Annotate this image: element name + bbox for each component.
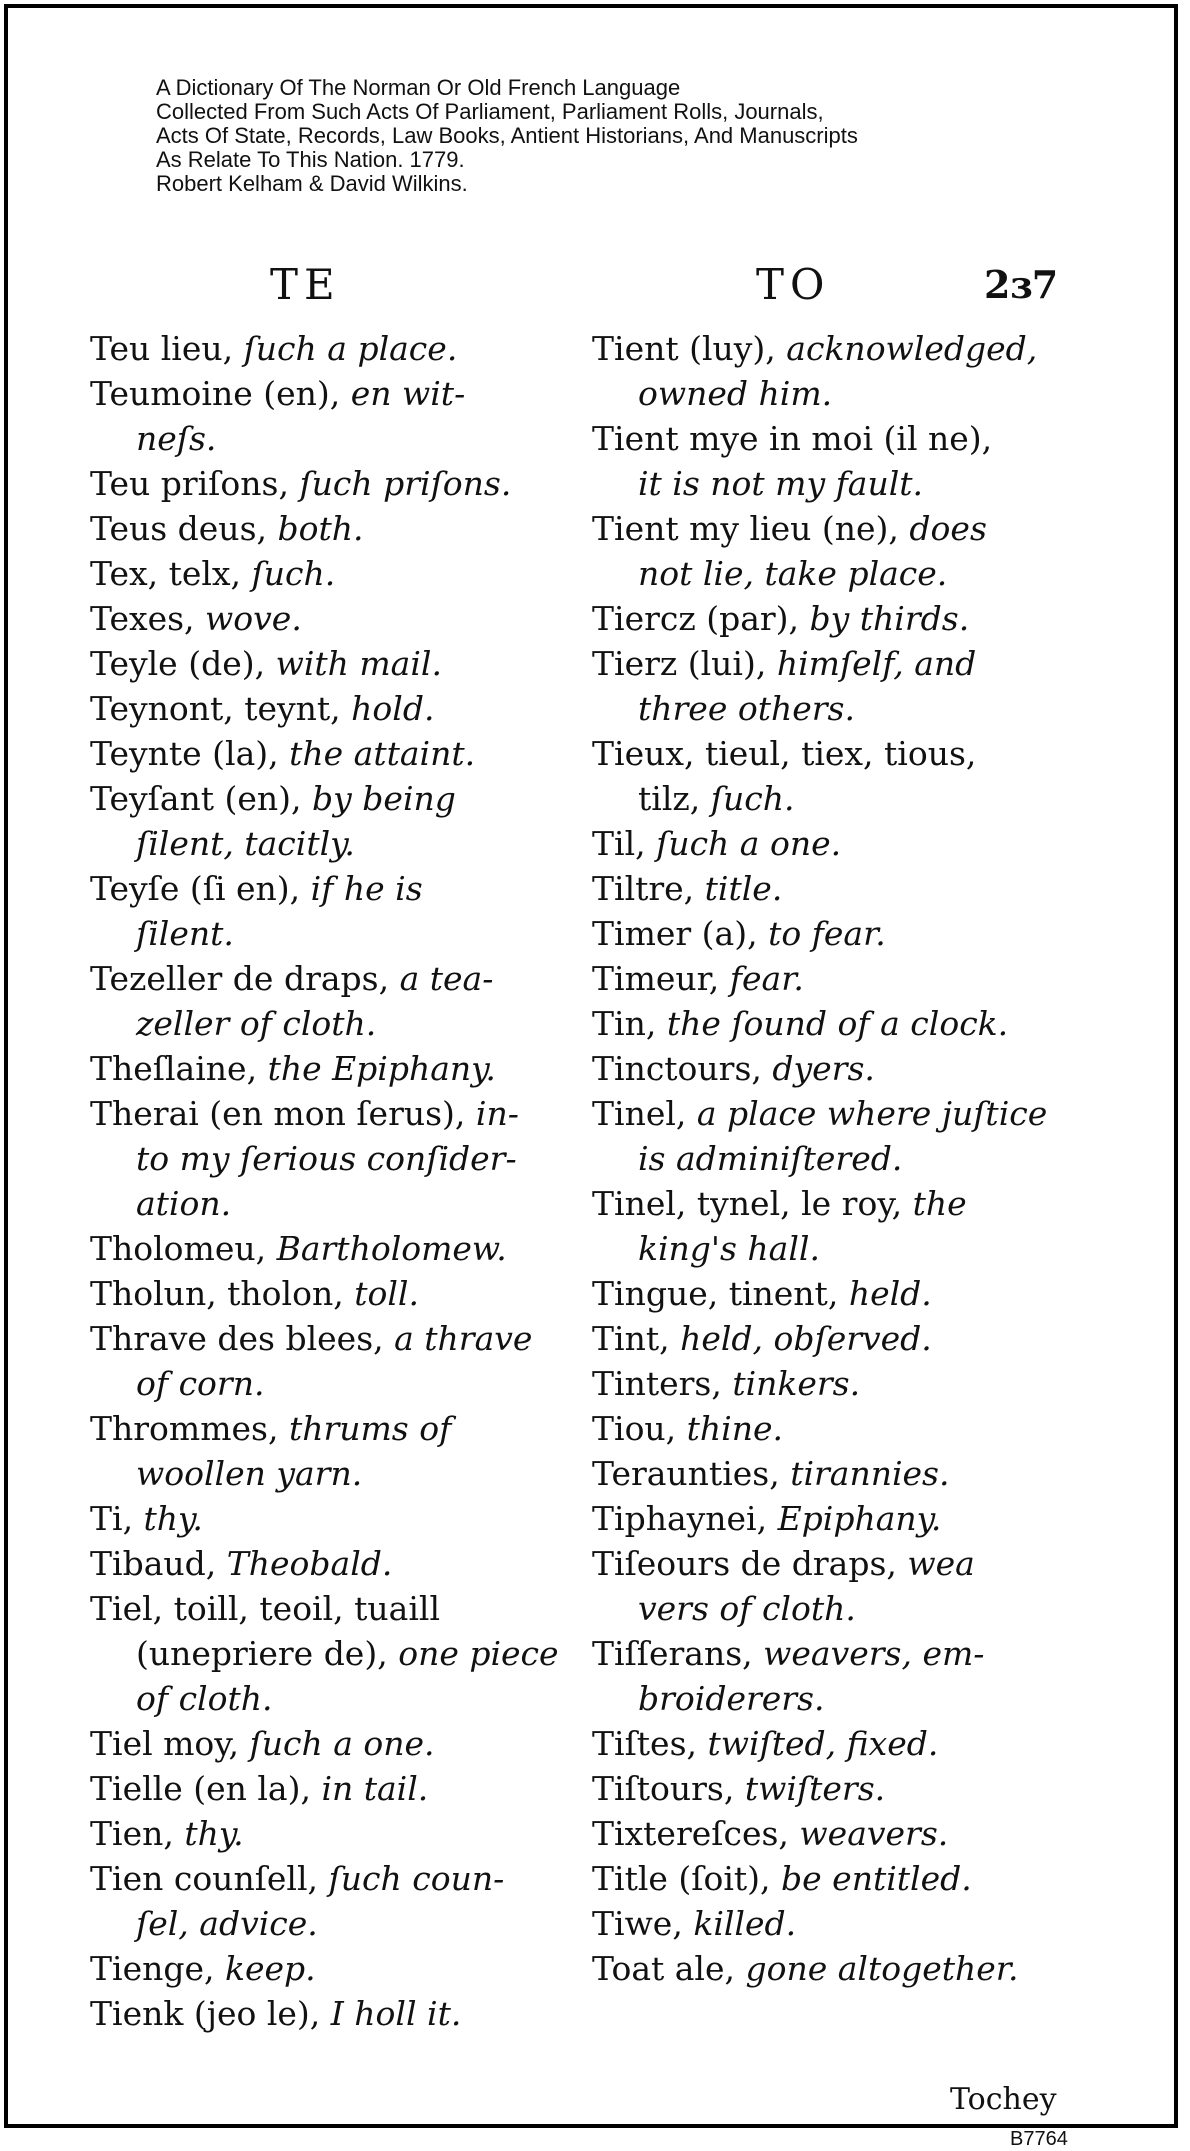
- definition-text: ation.: [136, 1184, 232, 1223]
- headword-text: Tiel moy,: [90, 1724, 250, 1763]
- headword-text: Teyſe (ſi en),: [90, 869, 311, 908]
- headword-text: Tholun, tholon,: [90, 1274, 355, 1313]
- left-column: [90, 326, 580, 2036]
- header-line: Acts Of State, Records, Law Books, Antient Historians, And Manuscripts: [156, 123, 858, 148]
- headword-text: Tezeller de draps,: [90, 959, 400, 998]
- dictionary-line: [592, 1721, 1082, 1766]
- definition-text: be entitled.: [781, 1859, 972, 1898]
- headword-text: Title (ſoit),: [592, 1859, 782, 1898]
- dictionary-line: [90, 956, 580, 1001]
- definition-text: to fear.: [768, 914, 886, 953]
- dictionary-line: [592, 506, 1082, 551]
- dictionary-line: [592, 1001, 1082, 1046]
- dictionary-line: [90, 731, 580, 776]
- dictionary-line: [90, 371, 580, 416]
- definition-text: weavers.: [799, 1814, 949, 1853]
- dictionary-line: [90, 1811, 580, 1856]
- dictionary-line: [592, 1091, 1082, 1136]
- definition-text: one piece: [398, 1634, 559, 1673]
- dictionary-line: [592, 371, 1082, 416]
- definition-text: three others.: [638, 689, 855, 728]
- definition-text: held, obſerved.: [680, 1319, 932, 1358]
- dictionary-line: [592, 1361, 1082, 1406]
- definition-text: wove.: [205, 599, 302, 638]
- dictionary-line: [592, 461, 1082, 506]
- definition-text: en wit-: [350, 374, 466, 413]
- dictionary-line: [592, 686, 1082, 731]
- headword-text: Tierz (lui),: [592, 644, 777, 683]
- headword-text: Tient mye in moi (il ne),: [592, 419, 993, 458]
- dictionary-line: [90, 506, 580, 551]
- headword-text: Tex, telx,: [90, 554, 252, 593]
- headword-text: Teus deus,: [90, 509, 278, 548]
- definition-text: neſs.: [136, 419, 217, 458]
- definition-text: in-: [475, 1094, 519, 1133]
- headword-text: Tinel, tynel, le roy,: [592, 1184, 913, 1223]
- definition-text: ſilent, tacitly.: [136, 824, 355, 863]
- definition-text: toll.: [354, 1274, 419, 1313]
- definition-text: ſuch a one.: [656, 824, 842, 863]
- dictionary-line: [592, 866, 1082, 911]
- dictionary-line: [90, 1226, 580, 1271]
- definition-text: ſel, advice.: [136, 1904, 318, 1943]
- definition-text: zeller of cloth.: [136, 1004, 377, 1043]
- definition-text: held.: [848, 1274, 932, 1313]
- dictionary-line: [592, 1541, 1082, 1586]
- catchword: Tochey: [950, 2082, 1057, 2117]
- definition-text: ſuch.: [251, 554, 336, 593]
- definition-text: it is not my fault.: [638, 464, 924, 503]
- definition-text: Theobald.: [226, 1544, 393, 1583]
- definition-text: twiſters.: [744, 1769, 886, 1808]
- dictionary-line: [90, 1541, 580, 1586]
- dictionary-line: [592, 956, 1082, 1001]
- headword-text: Tienge,: [90, 1949, 225, 1988]
- dictionary-line: [592, 1451, 1082, 1496]
- dictionary-line: [90, 416, 580, 461]
- header-line: Collected From Such Acts Of Parliament, Parliament Rolls, Journals,: [156, 99, 824, 124]
- headword-text: Tiltre,: [592, 869, 705, 908]
- headword-text: Tiſſerans,: [592, 1634, 764, 1673]
- headword-text: tilz,: [638, 779, 711, 818]
- page-number: 2ɜ7: [984, 262, 1059, 307]
- dictionary-line: [90, 1856, 580, 1901]
- definition-text: Bartholomew.: [276, 1229, 507, 1268]
- definition-text: broiderers.: [638, 1679, 825, 1718]
- dictionary-line: [90, 1361, 580, 1406]
- definition-text: ſuch coun-: [328, 1859, 505, 1898]
- header-title: A Dictionary Of The Norman Or Old French Language: [156, 75, 681, 100]
- headword-text: Tixtereſces,: [592, 1814, 800, 1853]
- dictionary-line: [90, 461, 580, 506]
- headword-text: Tiſtes,: [592, 1724, 708, 1763]
- headword-text: Tiou,: [592, 1409, 687, 1448]
- definition-text: the attaint.: [289, 734, 476, 773]
- definition-text: thine.: [686, 1409, 784, 1448]
- dictionary-line: [90, 1496, 580, 1541]
- definition-text: I holl it.: [330, 1994, 462, 2033]
- definition-text: vers of cloth.: [638, 1589, 856, 1628]
- definition-text: hold.: [351, 689, 435, 728]
- definition-text: gone altogether.: [745, 1949, 1019, 1988]
- headword-text: Tholomeu,: [90, 1229, 277, 1268]
- definition-text: in tail.: [321, 1769, 429, 1808]
- dictionary-line: [592, 416, 1082, 461]
- dictionary-line: [90, 821, 580, 866]
- dictionary-line: [90, 866, 580, 911]
- page-frame: [4, 4, 1178, 2150]
- headword-text: Tibaud,: [90, 1544, 227, 1583]
- definition-text: king's hall.: [638, 1229, 820, 1268]
- dictionary-line: [592, 1496, 1082, 1541]
- dictionary-line: [90, 1316, 580, 1361]
- dictionary-line: [90, 686, 580, 731]
- definition-text: wea: [907, 1544, 975, 1583]
- dictionary-line: [592, 1181, 1082, 1226]
- dictionary-line: [592, 1676, 1082, 1721]
- headword-text: Teynont, teynt,: [90, 689, 352, 728]
- dictionary-line: [592, 1946, 1082, 1991]
- headword-text: Teu priſons,: [90, 464, 300, 503]
- headword-text: Ti,: [90, 1499, 144, 1538]
- dictionary-line: [90, 1946, 580, 1991]
- headword-text: Tiwe,: [592, 1904, 694, 1943]
- headword-text: Tieux, tieul, tiex, tious,: [592, 734, 977, 773]
- definition-text: a tea-: [399, 959, 494, 998]
- definition-text: ſuch a place.: [243, 329, 458, 368]
- headword-text: Tiſeours de draps,: [592, 1544, 908, 1583]
- headword-text: Tinctours,: [592, 1049, 773, 1088]
- dictionary-line: [592, 1811, 1082, 1856]
- definition-text: the: [912, 1184, 967, 1223]
- dictionary-line: [90, 1901, 580, 1946]
- headword-text: Tien,: [90, 1814, 185, 1853]
- definition-text: thy.: [184, 1814, 244, 1853]
- dictionary-line: [592, 776, 1082, 821]
- dictionary-line: [90, 641, 580, 686]
- image-code: B7764: [1010, 2128, 1068, 2150]
- headword-text: Tinters,: [592, 1364, 733, 1403]
- dictionary-line: [592, 1271, 1082, 1316]
- headword-text: Teynte (la),: [90, 734, 290, 773]
- definition-text: keep.: [224, 1949, 316, 1988]
- dictionary-line: [592, 1901, 1082, 1946]
- dictionary-line: [592, 326, 1082, 371]
- headword-text: Teu lieu,: [90, 329, 244, 368]
- headword-text: Thrommes,: [90, 1409, 289, 1448]
- definition-text: if he is: [310, 869, 423, 908]
- dictionary-line: [90, 326, 580, 371]
- running-head-left: TE: [270, 260, 341, 309]
- dictionary-line: [90, 1586, 580, 1631]
- header-authors: Robert Kelham & David Wilkins.: [156, 171, 468, 196]
- headword-text: Tiphaynei,: [592, 1499, 778, 1538]
- definition-text: does: [909, 509, 987, 548]
- headword-text: Timer (a),: [592, 914, 769, 953]
- headword-text: Tient my lieu (ne),: [592, 509, 910, 548]
- dictionary-line: [592, 1766, 1082, 1811]
- dictionary-line: [592, 1856, 1082, 1901]
- headword-text: Tint,: [592, 1319, 681, 1358]
- definition-text: ſuch.: [710, 779, 795, 818]
- headword-text: Til,: [592, 824, 657, 863]
- headword-text: Timeur,: [592, 959, 730, 998]
- dictionary-line: [90, 1271, 580, 1316]
- dictionary-line: [90, 1136, 580, 1181]
- definition-text: a thrave: [394, 1319, 533, 1358]
- dictionary-line: [90, 911, 580, 956]
- definition-text: of corn.: [136, 1364, 265, 1403]
- dictionary-line: [90, 1721, 580, 1766]
- dictionary-line: [592, 1046, 1082, 1091]
- definition-text: Epiphany.: [777, 1499, 942, 1538]
- headword-text: Tielle (en la),: [90, 1769, 322, 1808]
- headword-text: Theſlaine,: [90, 1049, 268, 1088]
- definition-text: ſuch priſons.: [299, 464, 512, 503]
- dictionary-line: [592, 1136, 1082, 1181]
- headword-text: Tingue, tinent,: [592, 1274, 849, 1313]
- definition-text: the Epiphany.: [267, 1049, 496, 1088]
- headword-text: Tienk (jeo le),: [90, 1994, 331, 2033]
- dictionary-line: [90, 1046, 580, 1091]
- dictionary-line: [592, 1316, 1082, 1361]
- headword-text: (unepriere de),: [136, 1634, 399, 1673]
- dictionary-line: [592, 596, 1082, 641]
- dictionary-line: [90, 596, 580, 641]
- dictionary-line: [592, 641, 1082, 686]
- dictionary-line: [90, 1676, 580, 1721]
- dictionary-line: [592, 551, 1082, 596]
- dictionary-line: [90, 1091, 580, 1136]
- definition-text: title.: [704, 869, 783, 908]
- headword-text: Tiercz (par),: [592, 599, 810, 638]
- definition-text: weavers, em-: [763, 1634, 985, 1673]
- definition-text: dyers.: [772, 1049, 875, 1088]
- dictionary-line: [90, 1001, 580, 1046]
- definition-text: by being: [312, 779, 456, 818]
- definition-text: tinkers.: [732, 1364, 861, 1403]
- headword-text: Tiel, toill, teoil, tuaill: [90, 1589, 440, 1628]
- definition-text: twiſted, fixed.: [707, 1724, 939, 1763]
- headword-text: Teumoine (en),: [90, 374, 351, 413]
- headword-text: Teyle (de),: [90, 644, 276, 683]
- headword-text: Tin,: [592, 1004, 667, 1043]
- definition-text: woollen yarn.: [136, 1454, 363, 1493]
- headword-text: Texes,: [90, 599, 206, 638]
- dictionary-line: [90, 551, 580, 596]
- definition-text: owned him.: [638, 374, 833, 413]
- headword-text: Teraunties,: [592, 1454, 791, 1493]
- headword-text: Therai (en mon ſerus),: [90, 1094, 476, 1133]
- dictionary-line: [90, 1991, 580, 2036]
- document-header: [156, 76, 1056, 196]
- definition-text: fear.: [729, 959, 804, 998]
- definition-text: the ſound of a clock.: [666, 1004, 1009, 1043]
- headword-text: Tinel,: [592, 1094, 697, 1133]
- dictionary-line: [90, 1406, 580, 1451]
- definition-text: ſilent.: [136, 914, 234, 953]
- headword-text: Tien counſell,: [90, 1859, 329, 1898]
- right-column: [592, 326, 1082, 1991]
- headword-text: Thrave des blees,: [90, 1319, 395, 1358]
- definition-text: ſuch a one.: [249, 1724, 435, 1763]
- dictionary-line: [90, 1766, 580, 1811]
- definition-text: thy.: [143, 1499, 203, 1538]
- dictionary-line: [592, 821, 1082, 866]
- headword-text: Toat ale,: [592, 1949, 746, 1988]
- dictionary-line: [90, 1451, 580, 1496]
- definition-text: by thirds.: [809, 599, 970, 638]
- dictionary-line: [592, 1406, 1082, 1451]
- header-line: As Relate To This Nation. 1779.: [156, 147, 465, 172]
- headword-text: Tiſtours,: [592, 1769, 745, 1808]
- definition-text: to my ſerious conſider-: [136, 1139, 517, 1178]
- dictionary-line: [592, 1586, 1082, 1631]
- definition-text: tirannies.: [790, 1454, 950, 1493]
- definition-text: killed.: [693, 1904, 797, 1943]
- definition-text: himſelf, and: [776, 644, 977, 683]
- definition-text: a place where juſtice: [696, 1094, 1048, 1133]
- dictionary-line: [592, 731, 1082, 776]
- dictionary-line: [90, 1631, 580, 1676]
- definition-text: acknowledged,: [786, 329, 1038, 368]
- dictionary-line: [90, 776, 580, 821]
- definition-text: both.: [277, 509, 364, 548]
- definition-text: of cloth.: [136, 1679, 273, 1718]
- definition-text: not lie, take place.: [638, 554, 948, 593]
- dictionary-line: [592, 911, 1082, 956]
- dictionary-line: [592, 1226, 1082, 1271]
- definition-text: thrums of: [288, 1409, 452, 1448]
- headword-text: Tient (luy),: [592, 329, 787, 368]
- running-head-right: TO: [756, 260, 831, 309]
- dictionary-line: [90, 1181, 580, 1226]
- definition-text: with mail.: [275, 644, 442, 683]
- headword-text: Teyſant (en),: [90, 779, 313, 818]
- definition-text: is adminiſtered.: [638, 1139, 903, 1178]
- dictionary-line: [592, 1631, 1082, 1676]
